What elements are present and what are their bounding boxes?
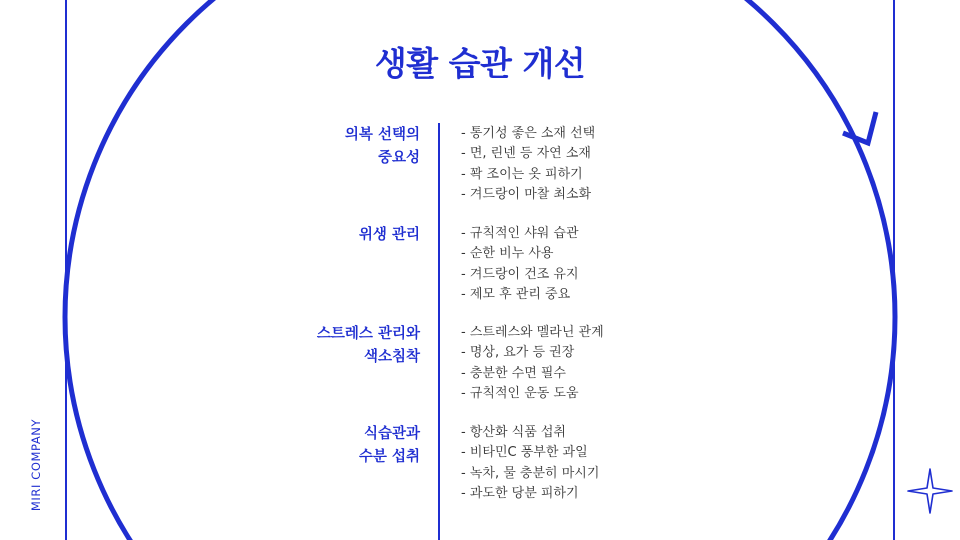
- list-item: - 면, 린넨 등 자연 소재: [461, 146, 591, 162]
- list-item: - 비타민C 풍부한 과일: [461, 445, 588, 461]
- section-item-list: [461, 224, 579, 305]
- section-item-list: [461, 124, 595, 205]
- list-item: - 규칙적인 샤워 습관: [461, 226, 579, 241]
- section-title: [359, 224, 420, 247]
- section-item-list: [461, 323, 604, 404]
- list-item: - 과도한 당분 피하기: [461, 485, 579, 501]
- list-item: - 녹차, 물 충분히 마시기: [461, 465, 600, 481]
- section-title-line: 중요성: [377, 150, 420, 166]
- list-item: - 꽉 조이는 옷 피하기: [461, 166, 583, 182]
- list-item: - 명상, 요가 등 권장: [461, 345, 575, 361]
- list-item: - 겨드랑이 마찰 최소화: [461, 186, 592, 202]
- section-title: [359, 423, 420, 469]
- section-title-line: 위생 관리: [358, 227, 420, 243]
- section-title: [317, 323, 420, 369]
- section-title: [345, 124, 420, 170]
- page-title: 생활 습관 개선: [374, 44, 586, 83]
- arrowhead-icon: [843, 112, 876, 143]
- section-title-line: 색소침착: [363, 349, 420, 365]
- section-title-line: 식습관과: [363, 426, 420, 442]
- list-item: - 항산화 식품 섭취: [461, 425, 566, 440]
- sparkle-icon: [908, 469, 952, 513]
- section-title-line: 의복 선택의: [344, 127, 420, 143]
- list-item: - 충분한 수면 필수: [461, 365, 566, 381]
- list-item: - 겨드랑이 건조 유지: [461, 266, 579, 282]
- brand-label: MIRI COMPANY: [29, 418, 43, 512]
- section-title-line: 수분 섭취: [358, 449, 420, 465]
- list-item: - 제모 후 관리 중요: [461, 286, 571, 302]
- center-divider: [438, 123, 440, 540]
- list-item: - 순한 비누 사용: [461, 246, 554, 262]
- section-item-list: [461, 423, 599, 504]
- list-item: - 통기성 좋은 소재 선택: [461, 126, 596, 141]
- list-item: - 규칙적인 운동 도움: [461, 385, 579, 401]
- section-title-line: 스트레스 관리와: [316, 326, 420, 342]
- list-item: - 스트레스와 멜라닌 관계: [461, 325, 604, 340]
